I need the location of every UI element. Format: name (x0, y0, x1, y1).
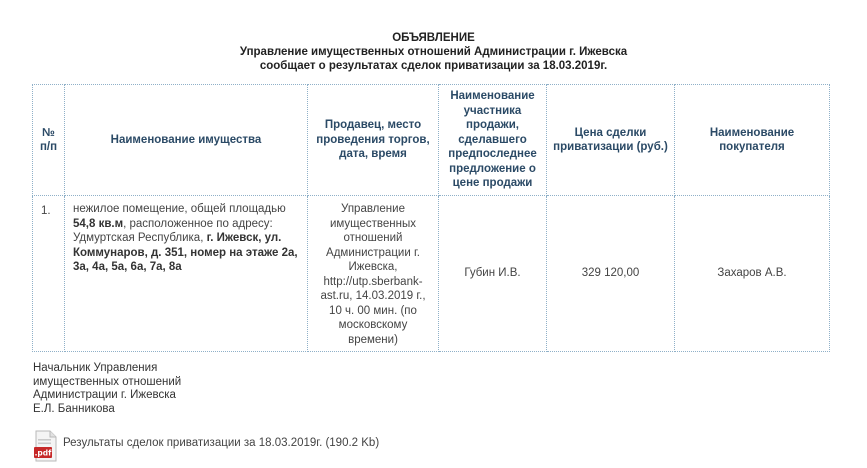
header-property: Наименование имущества (65, 85, 308, 196)
attachment-link[interactable] (33, 429, 379, 463)
pdf-icon-label: .pdf (34, 448, 52, 458)
privatization-results-table (32, 84, 830, 352)
row-seller: Управление имущественных отношений Администрации г. Ижевска, http://utp.sberbank-ast.ru, 14.03.2019 г., 10 ч. 00 мин. (по московскому времени) (308, 196, 439, 352)
header-participant: Наименование участника продажи, сделавшего предпоследнее предложение о цене продажи (439, 85, 547, 196)
attachment-size: (190.2 Kb) (322, 437, 380, 449)
announcement-header (0, 31, 867, 73)
row-buyer: Захаров А.В. (675, 196, 830, 352)
announcement-title: ОБЪЯВЛЕНИЕ (392, 32, 475, 44)
signature-line-2: имущественных отношений (33, 375, 182, 388)
attachment-text[interactable] (63, 437, 379, 449)
header-price: Цена сделки приватизации (руб.) (547, 85, 675, 196)
pdf-file-icon[interactable] (33, 430, 59, 462)
announcement-line-2: сообщает о результатах сделок приватизации за 18.03.2019г. (259, 60, 608, 72)
header-num: № п/п (33, 85, 65, 196)
table-row (33, 196, 830, 352)
table-header-row (33, 85, 830, 196)
signature-name: Е.Л. Банникова (33, 402, 115, 415)
row-participant: Губин И.В. (439, 196, 547, 352)
signature-line-3: Администрации г. Ижевска (33, 389, 176, 402)
property-text-2: , расположенное по адресу: Удмуртская Республика, (73, 217, 273, 244)
signature-block (33, 362, 181, 416)
attachment-link-text[interactable]: Результаты сделок приватизации за 18.03.2019г. (63, 437, 323, 449)
header-seller: Продавец, место проведения торгов, дата, время (308, 85, 439, 196)
row-num: 1. (33, 196, 65, 352)
row-property (65, 196, 308, 352)
property-area: 54,8 кв.м (73, 217, 124, 230)
header-buyer: Наименование покупателя (675, 85, 830, 196)
announcement-line-1: Управление имущественных отношений Администрации г. Ижевска (239, 46, 628, 58)
property-text-1: нежилое помещение, общей площадью (73, 203, 286, 215)
property-address: г. Ижевск, ул. Коммунаров, д. 351, номер на этаже 2а, 3а, 4а, 5а, 6а, 7а, 8а (73, 232, 298, 273)
row-price: 329 120,00 (547, 196, 675, 352)
signature-line-1: Начальник Управления (33, 362, 158, 374)
